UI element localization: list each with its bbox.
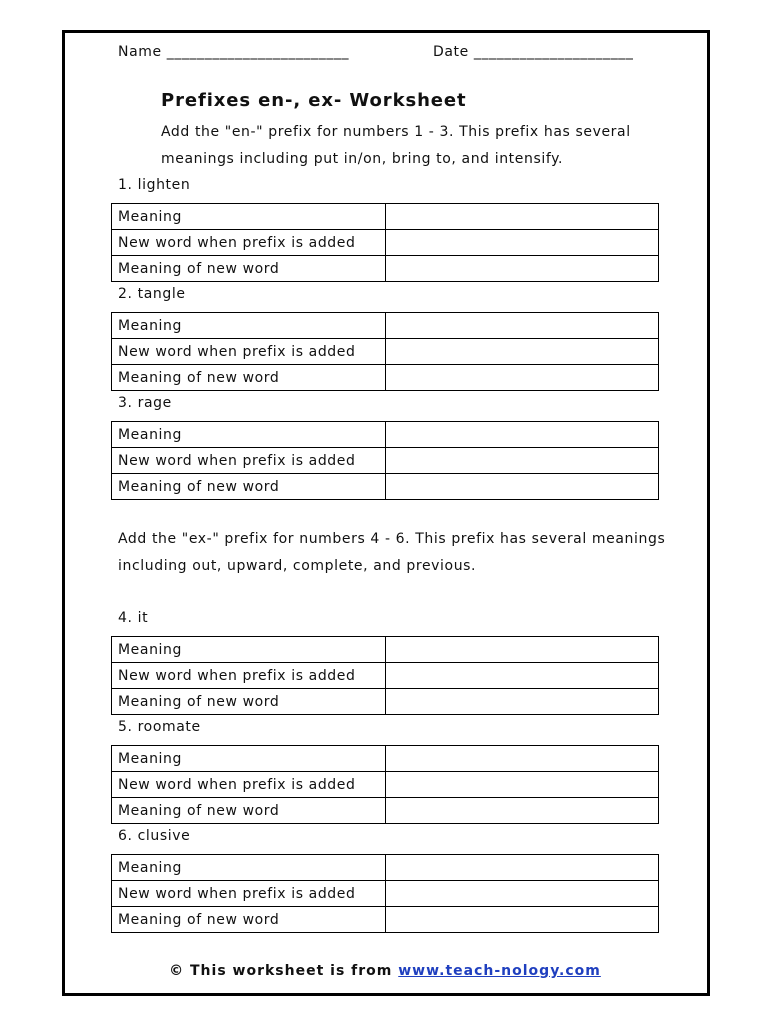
table-row (112, 637, 659, 663)
table-row (112, 422, 659, 448)
item-label: 5. roomate (118, 719, 201, 735)
table-row (112, 313, 659, 339)
answer-cell[interactable] (386, 637, 659, 663)
row-label: Meaning (112, 204, 386, 230)
table-row (112, 339, 659, 365)
footer-text: © This worksheet is from (169, 963, 399, 979)
item-table (111, 203, 659, 282)
item-table (111, 421, 659, 500)
item-table (111, 745, 659, 824)
item-table (111, 636, 659, 715)
row-label: Meaning (112, 637, 386, 663)
item-label: 4. it (118, 610, 149, 626)
answer-cell[interactable] (386, 313, 659, 339)
table-row (112, 772, 659, 798)
answer-cell[interactable] (386, 230, 659, 256)
row-label: New word when prefix is added (112, 663, 386, 689)
table-row (112, 230, 659, 256)
row-label: New word when prefix is added (112, 881, 386, 907)
row-label: Meaning of new word (112, 907, 386, 933)
row-label: New word when prefix is added (112, 230, 386, 256)
row-label: New word when prefix is added (112, 339, 386, 365)
worksheet-title: Prefixes en-, ex- Worksheet (161, 90, 467, 111)
answer-cell[interactable] (386, 798, 659, 824)
intro-en-instructions: Add the "en-" prefix for numbers 1 - 3. This prefix has several meanings including put in/on, bring to, and intensify. (161, 124, 631, 167)
answer-cell[interactable] (386, 881, 659, 907)
item-label: 1. lighten (118, 177, 191, 193)
footer (0, 963, 770, 979)
answer-cell[interactable] (386, 689, 659, 715)
item-label: 2. tangle (118, 286, 186, 302)
footer-link[interactable]: www.teach-nology.com (398, 963, 601, 979)
row-label: Meaning of new word (112, 365, 386, 391)
table-row (112, 448, 659, 474)
answer-cell[interactable] (386, 365, 659, 391)
row-label: New word when prefix is added (112, 772, 386, 798)
date-line: Date _____________________ (433, 44, 634, 60)
answer-cell[interactable] (386, 663, 659, 689)
table-row (112, 474, 659, 500)
table-row (112, 798, 659, 824)
table-row (112, 256, 659, 282)
row-label: Meaning (112, 746, 386, 772)
answer-cell[interactable] (386, 907, 659, 933)
answer-cell[interactable] (386, 772, 659, 798)
row-label: Meaning of new word (112, 474, 386, 500)
answer-cell[interactable] (386, 474, 659, 500)
answer-cell[interactable] (386, 448, 659, 474)
name-line: Name ________________________ (118, 44, 350, 60)
table-row (112, 204, 659, 230)
table-row (112, 746, 659, 772)
item-table (111, 312, 659, 391)
row-label: Meaning (112, 313, 386, 339)
worksheet-frame (62, 30, 710, 996)
table-row (112, 881, 659, 907)
row-label: Meaning (112, 422, 386, 448)
answer-cell[interactable] (386, 746, 659, 772)
answer-cell[interactable] (386, 256, 659, 282)
table-row (112, 689, 659, 715)
table-row (112, 907, 659, 933)
answer-cell[interactable] (386, 855, 659, 881)
intro-ex-instructions: Add the "ex-" prefix for numbers 4 - 6. This prefix has several meanings including out, upward, complete, and previous. (118, 531, 666, 574)
row-label: Meaning of new word (112, 689, 386, 715)
row-label: Meaning of new word (112, 798, 386, 824)
row-label: Meaning (112, 855, 386, 881)
item-table (111, 854, 659, 933)
item-label: 6. clusive (118, 828, 191, 844)
answer-cell[interactable] (386, 204, 659, 230)
item-label: 3. rage (118, 395, 172, 411)
answer-cell[interactable] (386, 339, 659, 365)
row-label: New word when prefix is added (112, 448, 386, 474)
answer-cell[interactable] (386, 422, 659, 448)
row-label: Meaning of new word (112, 256, 386, 282)
table-row (112, 365, 659, 391)
table-row (112, 663, 659, 689)
table-row (112, 855, 659, 881)
